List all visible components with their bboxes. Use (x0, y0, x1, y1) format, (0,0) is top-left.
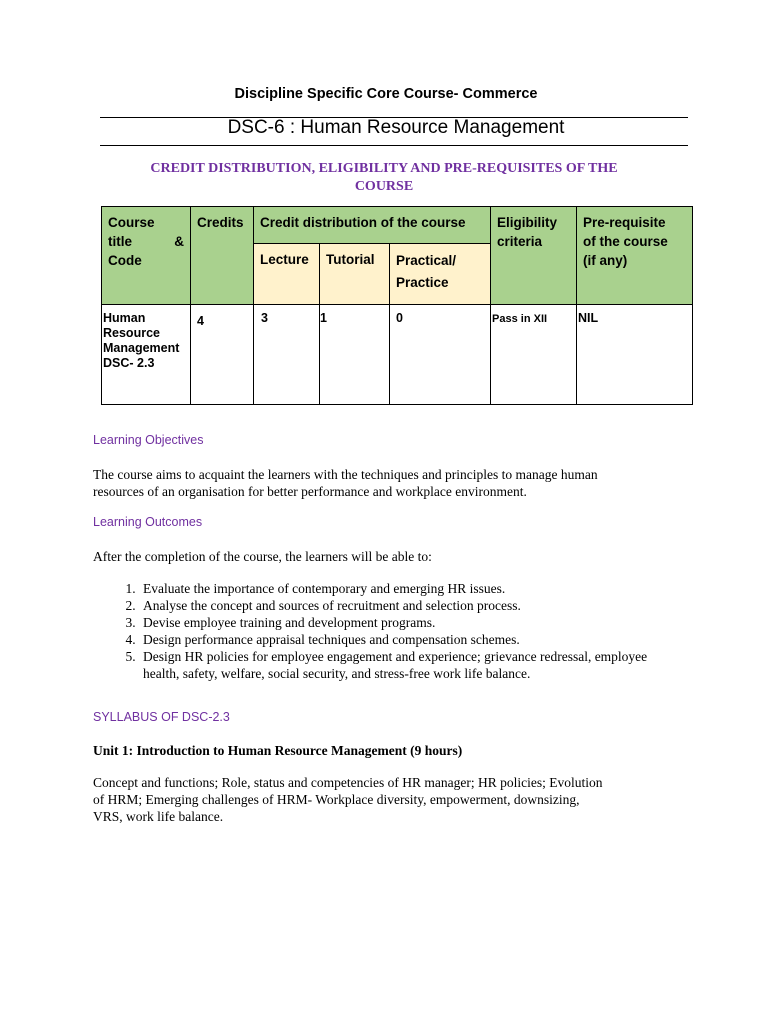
learning-objectives-text (93, 466, 675, 500)
cell-prerequisite: NIL (577, 305, 693, 405)
learning-outcomes-list (93, 580, 675, 682)
outcome-item: 4. Design performance appraisal techniques and compensation schemes. (139, 631, 675, 648)
learning-outcomes-heading: Learning Outcomes (93, 515, 203, 529)
header-prereq-line2: of the course (583, 234, 668, 249)
header-course-title-line3: Code (108, 253, 142, 268)
header-prerequisite (577, 207, 693, 305)
page-title: DSC-6 : Human Resource Management (227, 117, 565, 138)
header-lecture: Lecture (254, 244, 320, 305)
credit-distribution-table (101, 206, 693, 405)
header-course-title (102, 207, 191, 305)
header-practical (390, 244, 491, 305)
header-course-title-word: title (108, 234, 133, 249)
header-practical-line1: Practical/ (396, 253, 457, 268)
course-category-subtitle: Discipline Specific Core Course- Commerce (234, 86, 538, 102)
syllabus-heading: SYLLABUS OF DSC-2.3 (93, 710, 230, 724)
objectives-line2: resources of an organisation for better performance and workplace environment. (93, 484, 527, 499)
cell-practical: 0 (390, 305, 491, 405)
objectives-line1: The course aims to acquaint the learners with the techniques and principles to manage human (93, 467, 598, 482)
outcome-item: 3. Devise employee training and development programs. (139, 614, 675, 631)
cell-credits: 4 (191, 305, 254, 405)
header-credits: Credits (191, 207, 254, 305)
cell-eligibility: Pass in XII (491, 305, 577, 405)
header-course-title-line1: Course (108, 215, 155, 230)
cell-lecture: 3 (254, 305, 320, 405)
outcome-item: 1. Evaluate the importance of contemporary and emerging HR issues. (139, 580, 675, 597)
unit1-line3: VRS, work life balance. (93, 809, 224, 824)
header-eligibility-line1: Eligibility (497, 215, 558, 230)
outcome-item: 5. Design HR policies for employee engagement and experience; grievance redressal, employee health, safety, welfare, social security, and stress-free work life balance. (139, 648, 675, 682)
unit1-text (93, 774, 675, 825)
header-prereq-line1: Pre-requisite (583, 215, 666, 230)
course-name-line2: Resource (103, 326, 160, 340)
header-tutorial: Tutorial (320, 244, 390, 305)
header-course-title-ampersand: & (174, 234, 184, 249)
header-course-title-line2 (108, 232, 184, 251)
course-name-line4: DSC- 2.3 (103, 356, 155, 370)
outcome-item: 2. Analyse the concept and sources of recruitment and selection process. (139, 597, 675, 614)
unit1-line2: of HRM; Emerging challenges of HRM- Workplace diversity, empowerment, downsizing, (93, 792, 580, 807)
header-practical-line2: Practice (396, 275, 449, 290)
credit-heading-line2: COURSE (354, 179, 414, 194)
header-prereq-line3: (if any) (583, 253, 628, 268)
header-eligibility-line2: criteria (497, 234, 543, 249)
cell-tutorial: 1 (320, 305, 390, 405)
cell-course-name (102, 305, 191, 405)
learning-outcomes-intro: After the completion of the course, the learners will be able to: (93, 549, 432, 564)
header-credit-distribution: Credit distribution of the course (254, 207, 491, 244)
learning-objectives-heading: Learning Objectives (93, 433, 204, 447)
title-bottom-rule (100, 145, 688, 146)
credit-distribution-heading (110, 160, 658, 196)
credit-heading-line1: CREDIT DISTRIBUTION, ELIGIBILITY AND PRE-REQUISITES OF THE (150, 161, 618, 176)
course-name-line1: Human (103, 311, 146, 325)
header-eligibility (491, 207, 577, 305)
course-name-line3: Management (103, 341, 180, 355)
unit1-line1: Concept and functions; Role, status and competencies of HR manager; HR policies; Evolution (93, 775, 603, 790)
unit1-heading: Unit 1: Introduction to Human Resource Management (9 hours) (93, 743, 463, 758)
